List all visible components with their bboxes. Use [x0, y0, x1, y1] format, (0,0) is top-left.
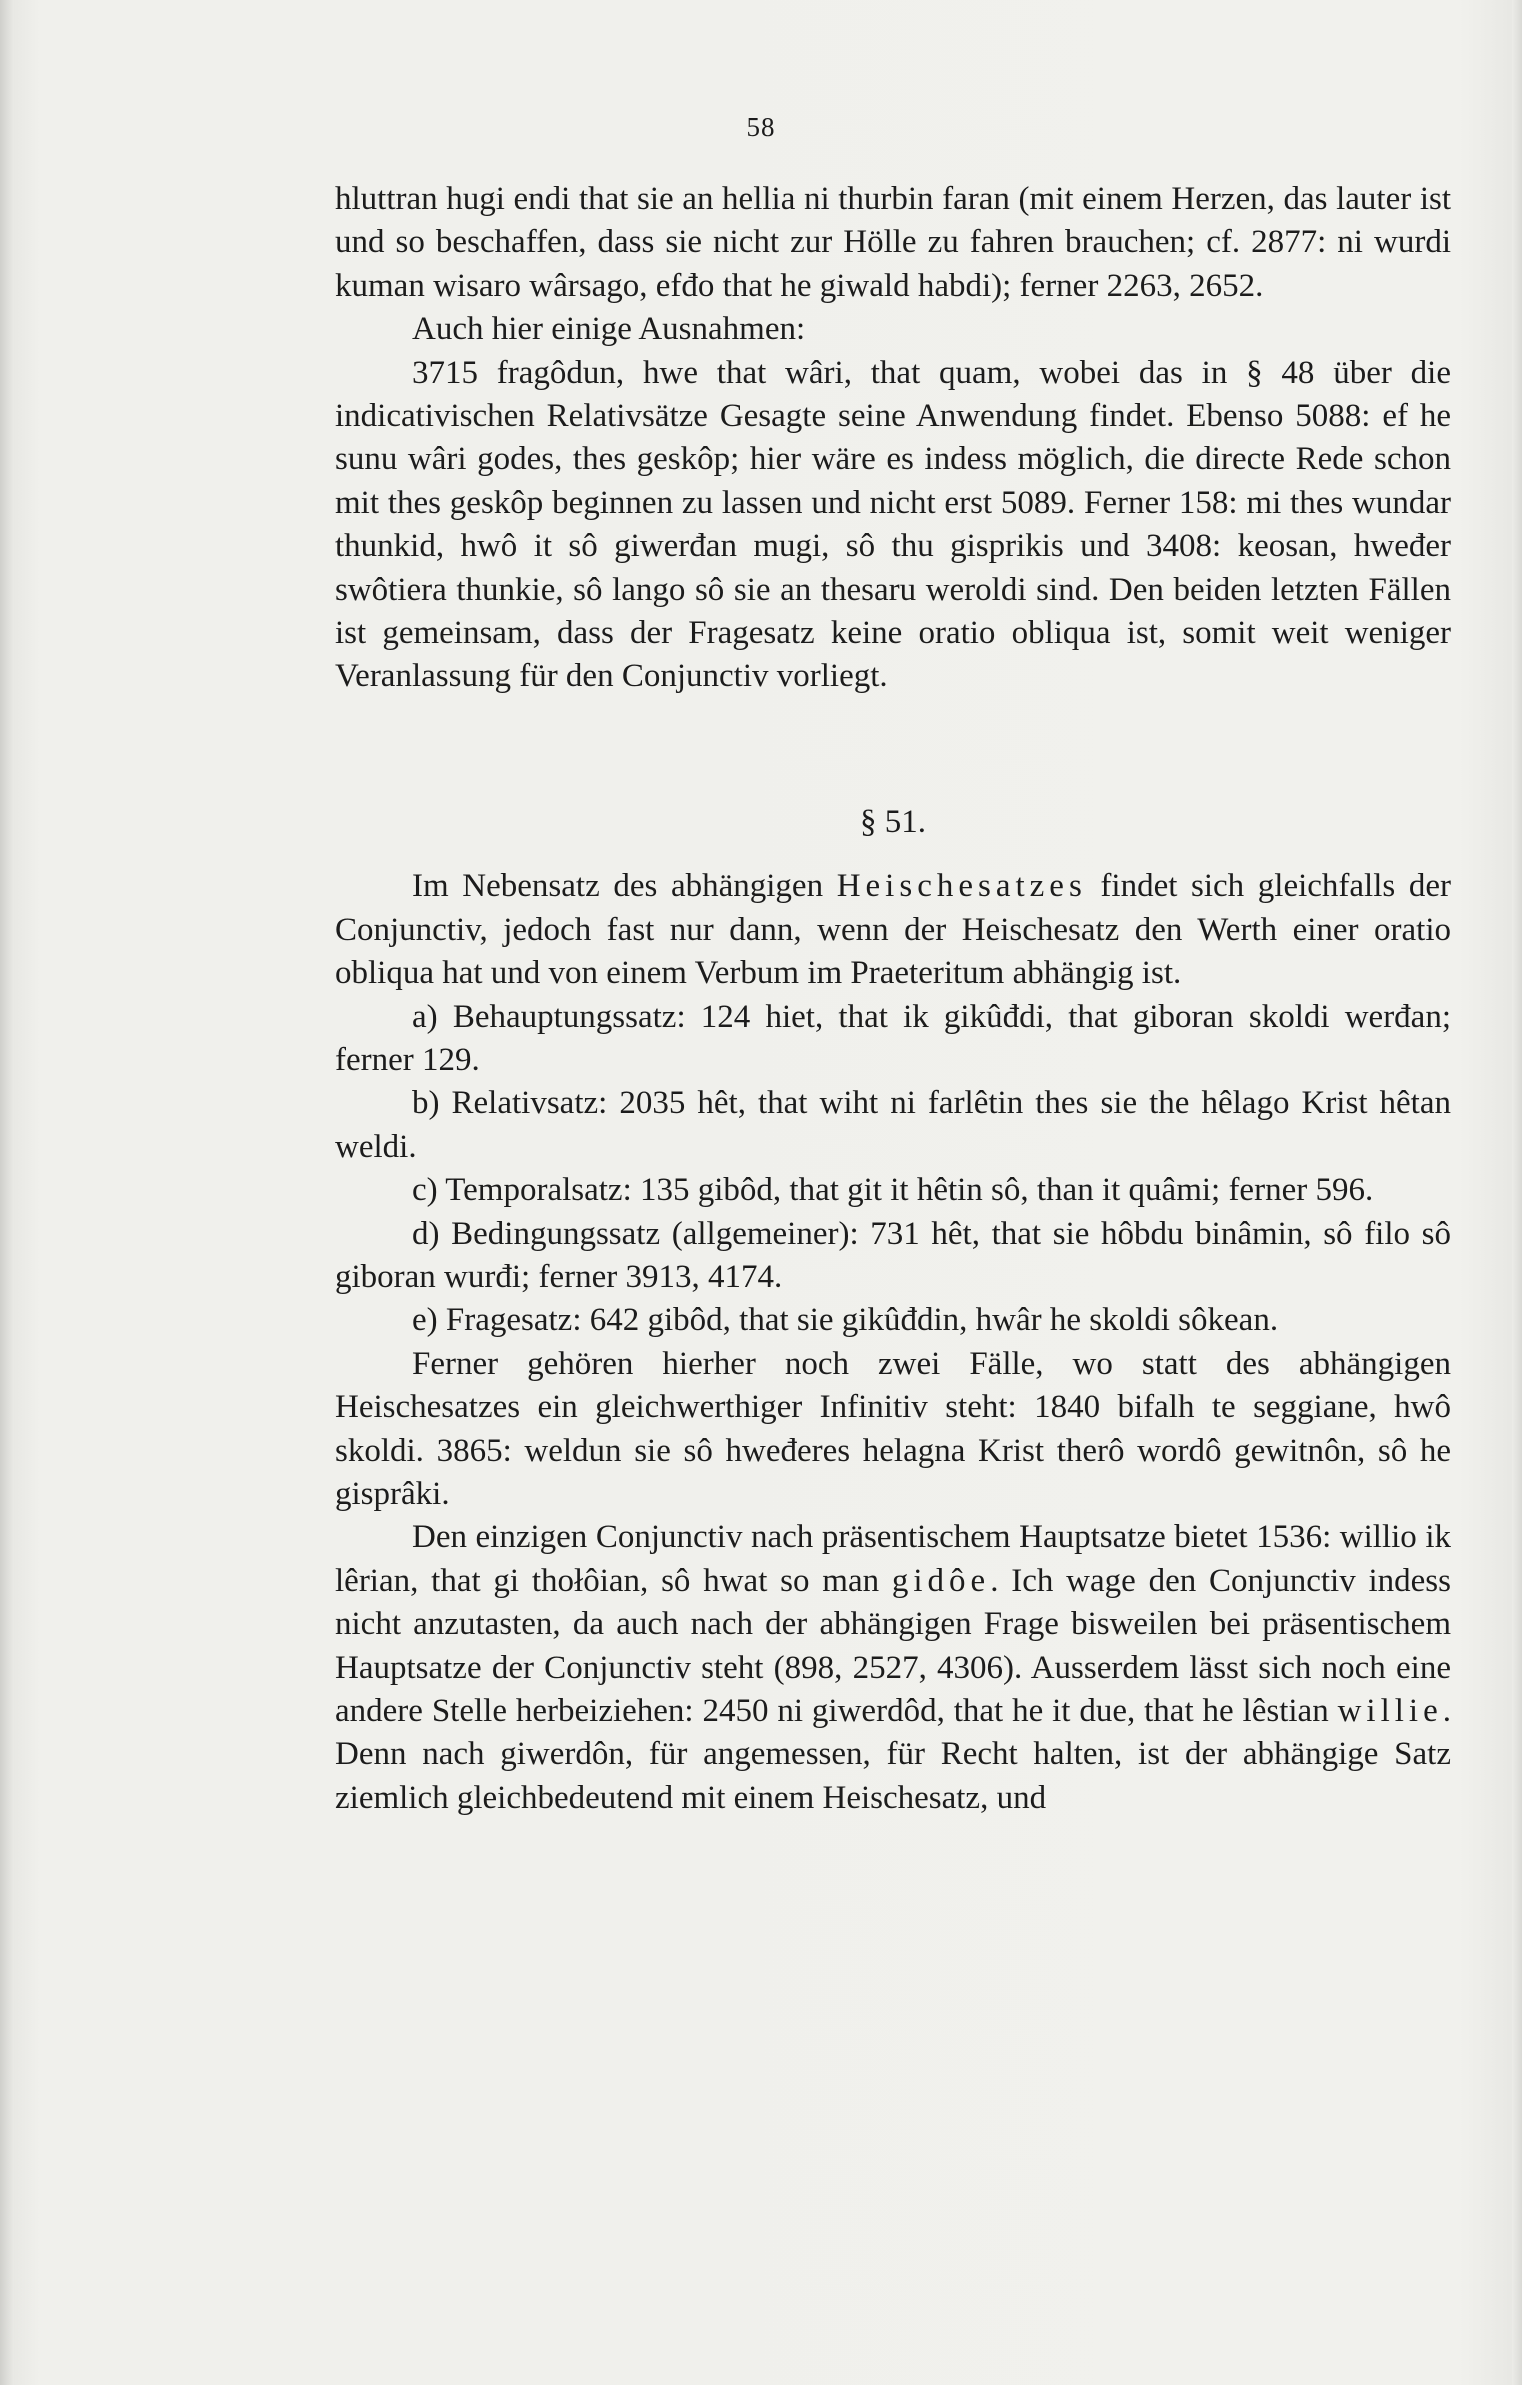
intro-text-after: findet sich gleichfalls der Conjunctiv, jedoch fast nur dann, wenn der Heischesatz den Werth einer oratio obliqua hat und von einem Verbum im Praeteritum abhängig ist.: [335, 868, 1452, 992]
last-text-part1: Den einzigen Conjunctiv nach präsentischem Hauptsatze bietet 1536: willio ik lêrian, that gi thołôian, sô hwat so man: [335, 1519, 1451, 1599]
last-spaced-gidoe: gidôe: [891, 1562, 991, 1599]
page-number: 58: [746, 112, 776, 142]
paragraph-continuation: hluttran hugi endi that sie an hellia ni thurbin faran (mit einem Herzen, das lauter ist und so beschaffen, dass sie nicht zur Hölle zu fahren brauchen; cf. 2877: ni wurdi kuman wisaro wârsago, efđo that he giwald habdi); ferner 2263, 2652.: [335, 181, 1451, 304]
paragraph-exceptions-intro: Auch hier einige Ausnahmen:: [412, 311, 806, 348]
section-heading: § 51.: [860, 803, 926, 840]
list-item-e: e) Fragesatz: 642 gibôd, that sie gikûđdin, hwâr he skoldi sôkean.: [412, 1302, 1279, 1339]
paragraph-section-intro: [335, 865, 1451, 995]
list-item-c: c) Temporalsatz: 135 gibôd, that git it hêtin sô, than it quâmi; ferner 596.: [412, 1172, 1374, 1209]
list-item-b: b) Relativsatz: 2035 hêt, that wiht ni farlêtin thes sie the hêlago Krist hêtan weldi.: [335, 1085, 1451, 1165]
paragraph-last: [335, 1516, 1451, 1820]
paragraph-ferner: Ferner gehören hierher noch zwei Fälle, wo statt des abhängigen Heischesatzes ein gleichwerthiger Infinitiv steht: 1840 bifalh te seggiane, hwô skoldi. 3865: weldun sie sô hweđeres helagna Krist therô wordô gewitnôn, sô he gisprâki.: [335, 1345, 1451, 1512]
last-spaced-willie: willie: [1337, 1693, 1443, 1729]
list-item-a: a) Behauptungssatz: 124 hiet, that ik gikûđdi, that giboran skoldi werđan; ferner 129.: [335, 998, 1451, 1078]
page-edge-shadow: [1512, 0, 1522, 2385]
list-item-d: d) Bedingungssatz (allgemeiner): 731 hêt, that sie hôbdu binâmin, sô filo sô giboran wurđi; ferner 3913, 4174.: [335, 1215, 1451, 1295]
last-text-part3: . Denn nach giwerdôn, für angemessen, für Recht halten, ist der abhängige Satz ziemlich gleichbedeutend mit einem Heischesatz, und: [335, 1693, 1451, 1816]
book-spine-shadow: [0, 0, 14, 2385]
body-text: [335, 178, 1451, 1820]
intro-spaced-term: Heischesatzes: [836, 868, 1087, 905]
intro-text-before: Im Nebensatz des abhängigen: [412, 868, 837, 905]
paragraph-exceptions: 3715 fragôdun, hwe that wâri, that quam, wobei das in § 48 über die indicativischen Relativsätze Gesagte seine Anwendung findet. Ebenso 5088: ef he sunu wâri godes, thes geskôp; hier wäre es indess möglich, die directe Rede schon mit thes geskôp beginnen zu lassen und nicht erst 5089. Ferner 158: mi thes wundar thunkid, hwô it sô giwerđan mugi, sô thu gisprikis und 3408: keosan, hweđer swôtiera thunkie, sô lango sô sie an thesaru weroldi sind. Den beiden letzten Fällen ist gemeinsam, dass der Fragesatz keine oratio obliqua ist, somit weit weniger Veranlassung für den Conjunctiv vorliegt.: [335, 354, 1451, 695]
last-text-part2: . Ich wage den Conjunctiv indess nicht anzutasten, da auch nach der abhängigen Frage bisweilen bei präsentischem Hauptsatze der Conjunctiv steht (898, 2527, 4306). Ausserdem lässt sich noch eine andere Stelle herbeiziehen: 2450 ni giwerdôd, that he it due, that he lêstian: [335, 1562, 1451, 1729]
